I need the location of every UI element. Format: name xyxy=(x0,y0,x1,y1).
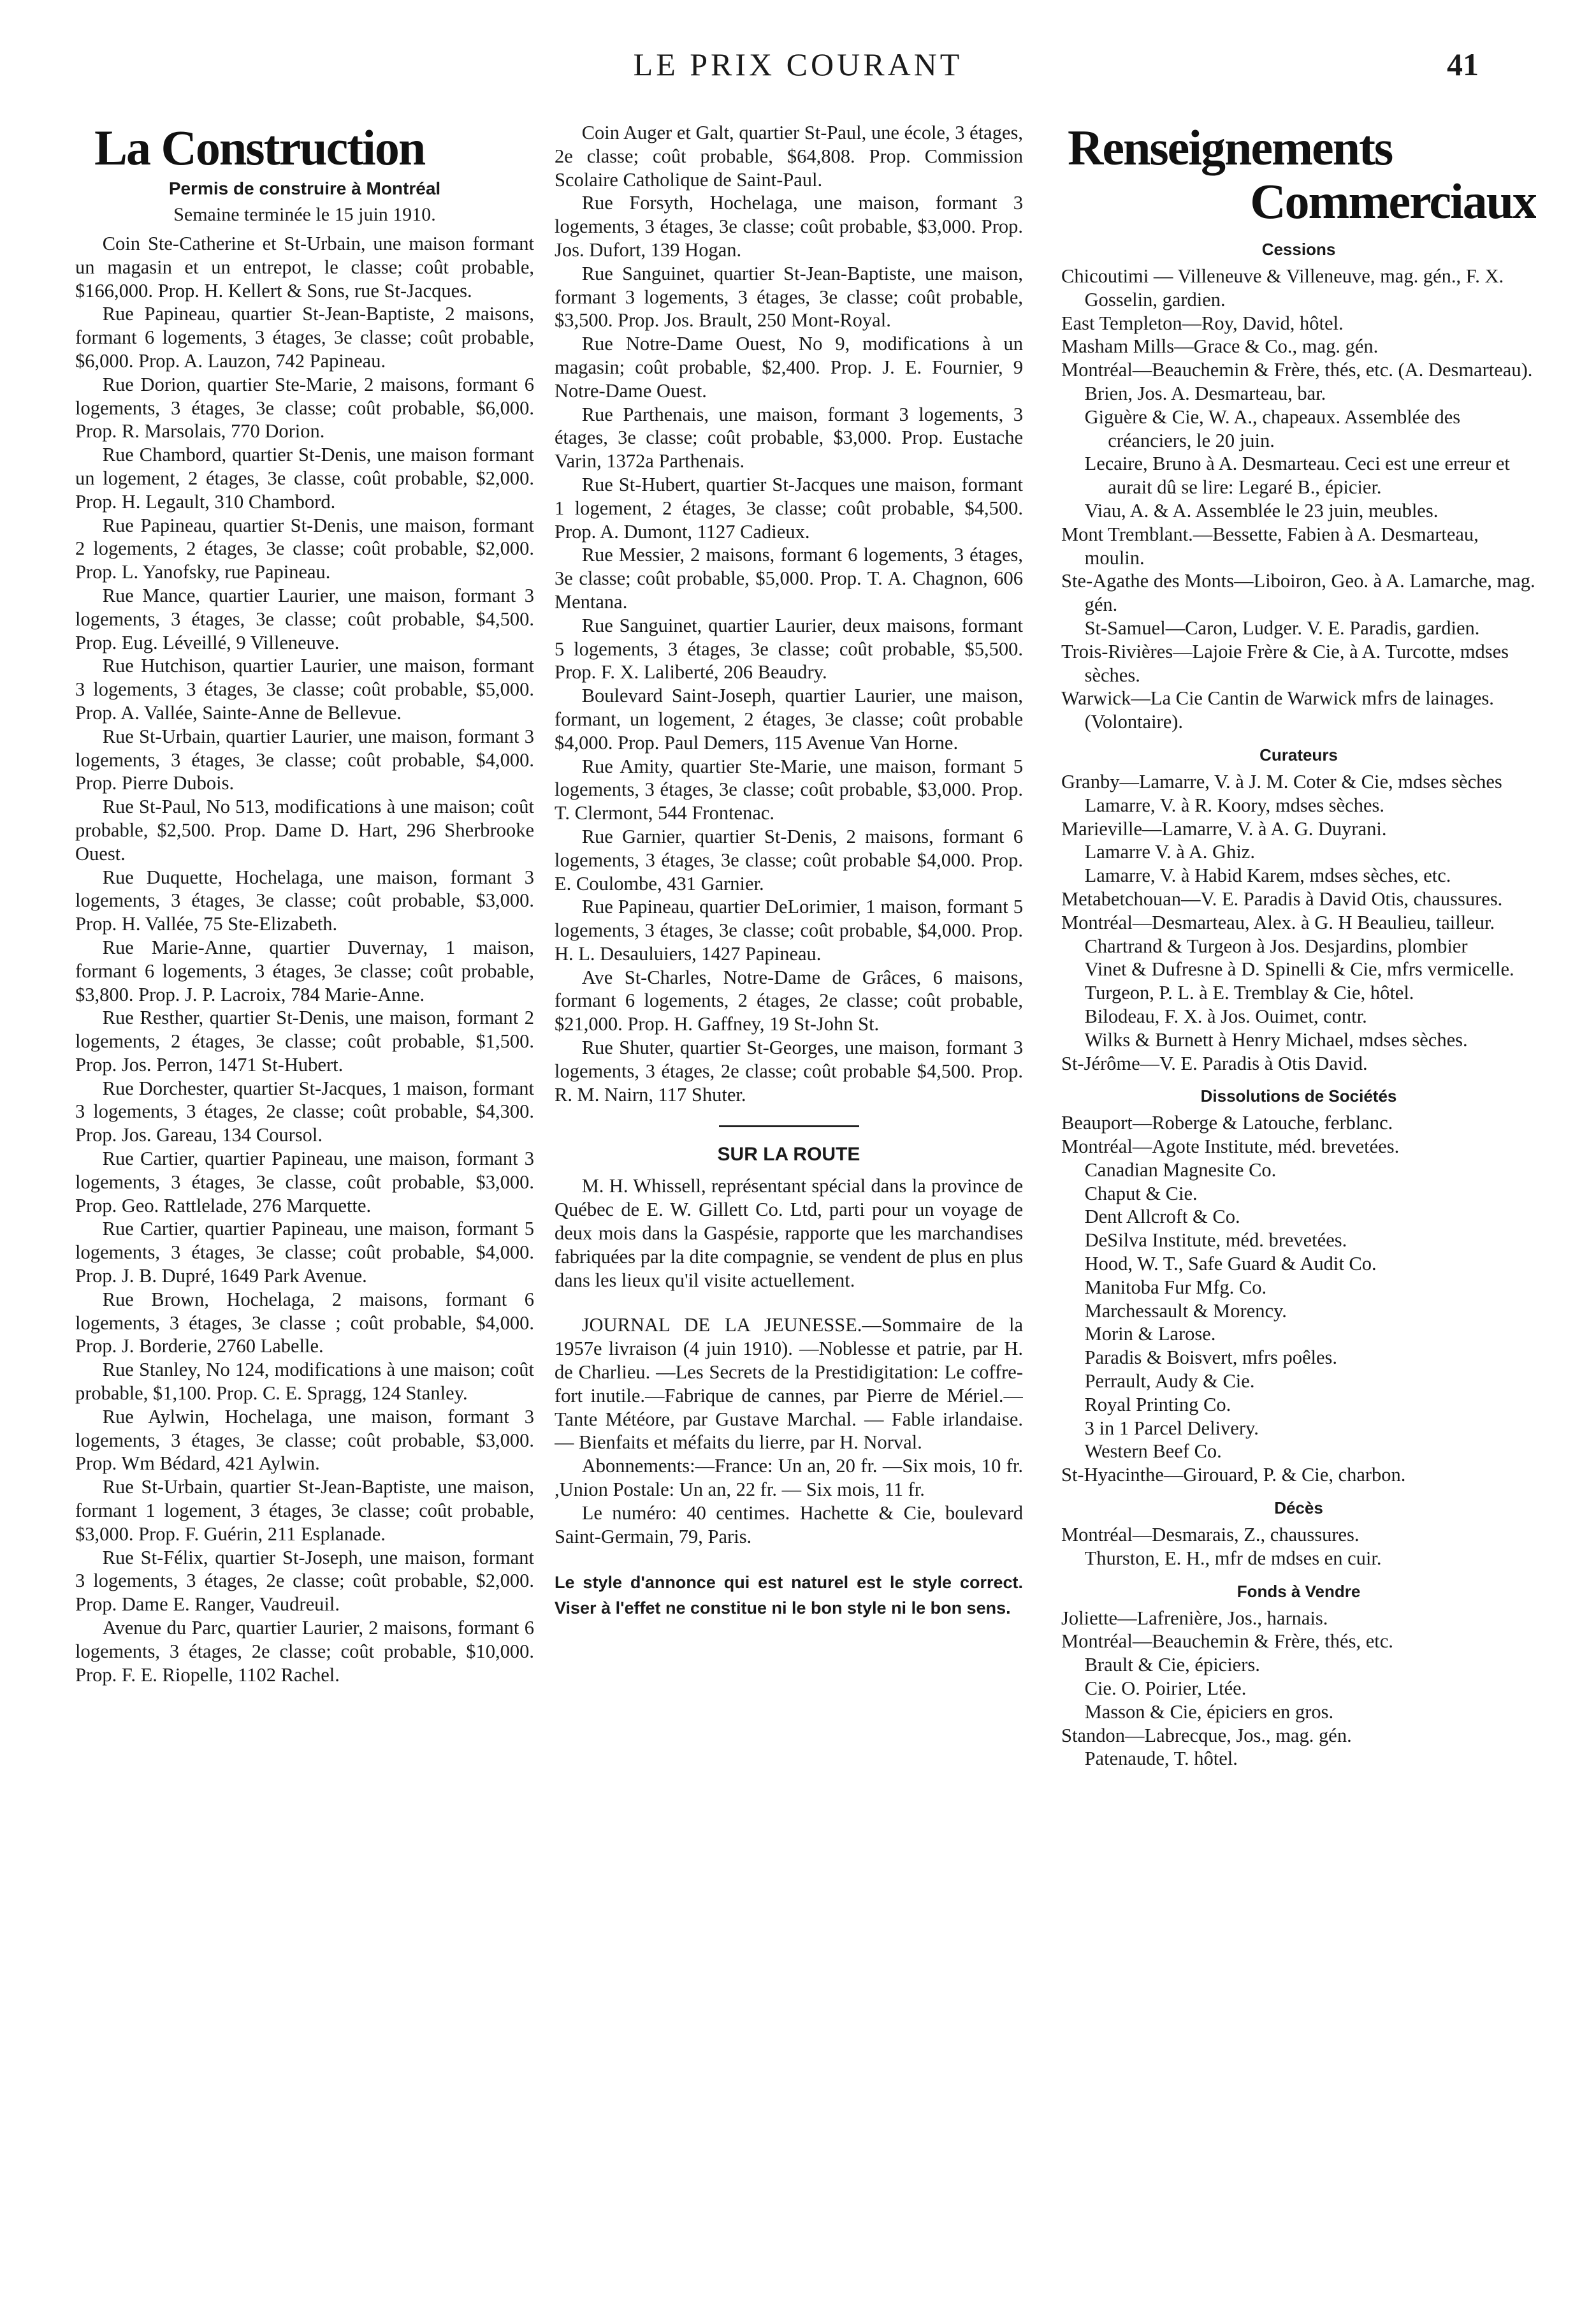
permit-entry: Rue Hutchison, quartier Laurier, une maison, formant 3 logements, 3 étages, 3e classe; coût probable, $5,000. Prop. A. Vallée, Sainte-Anne de Bellevue. xyxy=(75,655,534,724)
column-construction xyxy=(75,121,534,2282)
listing-item: Lamarre, V. à Habid Karem, mdses sèches, etc. xyxy=(1084,865,1451,887)
renseignements-title-line1: Renseignements xyxy=(1068,121,1393,175)
permit-entry: Rue St-Hubert, quartier St-Jacques une maison, formant 1 logement, 2 étages, 3e classe; coût probable, $4,500. Prop. A. Dumont, 1127 Cadieux. xyxy=(555,473,1023,543)
construction-week: Semaine terminée le 15 juin 1910. xyxy=(173,204,436,225)
journal-paragraph: JOURNAL DE LA JEUNESSE.—Sommaire de la 1957e livraison (4 juin 1910). —Noblesse et patrie, par H. de Charlieu. —Les Secrets de la Prestidigitation: Le coffre-fort inutile.—Fabrique de cannes, par Pierre de Mériel.—Tante Météore, par Gustave Marchal. — Fable irlandaise. — Bienfaits et méfaits du lierre, par H. Norval. xyxy=(555,1314,1023,1454)
listing-item: Montréal—Beauchemin & Frère, thés, etc. xyxy=(1061,1630,1393,1653)
listing-item: Chicoutimi — Villeneuve & Villeneuve, mag. gén., F. X. Gosselin, gardien. xyxy=(1061,265,1504,310)
listing-item: Montréal—Desmarais, Z., chaussures. xyxy=(1061,1524,1360,1546)
listing-item: Turgeon, P. L. à E. Tremblay & Cie, hôtel. xyxy=(1084,982,1414,1004)
permit-entry: Rue St-Félix, quartier St-Joseph, une maison, formant 3 logements, 3 étages, 2e classe; coût probable, $2,000. Prop. Dame E. Ranger, Vaudreuil. xyxy=(75,1546,534,1616)
permit-entry: Boulevard Saint-Joseph, quartier Laurier, une maison, formant, un logement, 2 étages, 3e classe; coût probable $4,000. Prop. Paul Demers, 115 Avenue Van Horne. xyxy=(555,685,1023,754)
listing-item: Patenaude, T. hôtel. xyxy=(1084,1748,1238,1770)
permit-entry: Ave St-Charles, Notre-Dame de Grâces, 6 maisons, formant 6 logements, 2 étages, 2e classe; coût probable, $21,000. Prop. H. Gaffney, 19 St-John St. xyxy=(555,966,1023,1035)
construction-subtitle: Permis de construire à Montréal xyxy=(168,179,441,198)
listing-item: Brault & Cie, épiciers. xyxy=(1084,1654,1260,1676)
listing-item: Lamarre V. à A. Ghiz. xyxy=(1084,841,1255,863)
listing-item: Hood, W. T., Safe Guard & Audit Co. xyxy=(1084,1253,1377,1275)
permit-entry: Rue Notre-Dame Ouest, No 9, modifications à un magasin; coût probable, $2,400. Prop. J. E. Fournier, 9 Notre-Dame Ouest. xyxy=(555,333,1023,402)
listing-item: Beauport—Roberge & Latouche, ferblanc. xyxy=(1061,1112,1393,1134)
listing-item: Royal Printing Co. xyxy=(1084,1393,1231,1415)
section-heading: Cessions xyxy=(1261,240,1336,259)
listing-item: Manitoba Fur Mfg. Co. xyxy=(1084,1276,1267,1298)
listing-item: Masson & Cie, épiciers en gros. xyxy=(1084,1700,1334,1723)
section-d-c-s xyxy=(1061,1498,1536,1570)
permit-entry: Coin Auger et Galt, quartier St-Paul, une école, 3 étages, 2e classe; coût probable, $64,808. Prop. Commission Scolaire Catholique de Saint-Paul. xyxy=(555,122,1023,191)
listing-item: Canadian Magnesite Co. xyxy=(1084,1158,1277,1181)
listing-item: Giguère & Cie, W. A., chapeaux. Assemblée des créanciers, le 20 juin. xyxy=(1084,405,1461,451)
section-dissolutions-de-soci-t-s xyxy=(1061,1086,1536,1487)
listing-item: Thurston, E. H., mfr de mdses en cuir. xyxy=(1084,1547,1382,1569)
listing-item: Ste-Agathe des Monts—Liboiron, Geo. à A. Lamarche, mag. gén. xyxy=(1061,570,1535,616)
renseignements-title-line2: Commerciaux xyxy=(1250,173,1536,229)
permit-entry: Rue Amity, quartier Ste-Marie, une maison, formant 5 logements, 3 étages, 3e classe; coût probable, $3,000. Prop. T. Clermont, 544 Frontenac. xyxy=(555,755,1023,824)
listing-item: Wilks & Burnett à Henry Michael, mdses sèches. xyxy=(1084,1028,1468,1051)
listing-item: Masham Mills—Grace & Co., mag. gén. xyxy=(1061,335,1379,358)
section-curateurs xyxy=(1061,745,1536,1075)
permit-entry: Rue St-Paul, No 513, modifications à une maison; coût probable, $2,500. Prop. Dame D. Hart, 296 Sherbrooke Ouest. xyxy=(75,796,534,865)
listing-item: Granby—Lamarre, V. à J. M. Coter & Cie, mdses sèches xyxy=(1061,770,1502,792)
column-renseignements xyxy=(1061,121,1536,2282)
listing-item: St-Hyacinthe—Girouard, P. & Cie, charbon. xyxy=(1061,1464,1406,1486)
permit-entry: Rue Garnier, quartier St-Denis, 2 maisons, formant 6 logements, 3 étages, 3e classe; coût probable $4,000. Prop. E. Coulombe, 431 Garnier. xyxy=(555,825,1023,895)
construction-entries-continued xyxy=(555,121,1023,1106)
permit-entry: Rue Cartier, quartier Papineau, une maison, formant 5 logements, 3 étages, 3e classe; coût probable, $4,000. Prop. J. B. Dupré, 1649 Park Avenue. xyxy=(75,1218,534,1287)
listing-item: Morin & Larose. xyxy=(1084,1323,1216,1345)
listing-item: Viau, A. & A. Assemblée le 23 juin, meubles. xyxy=(1084,499,1439,522)
journal-paragraph: Le numéro: 40 centimes. Hachette & Cie, boulevard Saint-Germain, 79, Paris. xyxy=(555,1501,1023,1547)
permit-entry: Avenue du Parc, quartier Laurier, 2 maisons, formant 6 logements, 3 étages, 2e classe; coût probable, $10,000. Prop. F. E. Riopelle, 1102 Rachel. xyxy=(75,1617,534,1686)
permit-entry: Rue Dorion, quartier Ste-Marie, 2 maisons, formant 6 logements, 3 étages, 3e classe; coût probable, $6,000. Prop. R. Marsolais, 770 Dorion. xyxy=(75,373,534,442)
listing-item: St-Jérôme—V. E. Paradis à Otis David. xyxy=(1061,1052,1368,1074)
page-header xyxy=(0,0,1596,89)
route-title: SUR LA ROUTE xyxy=(717,1144,860,1165)
section-heading: Fonds à Vendre xyxy=(1237,1581,1361,1601)
permit-entry: Rue Duquette, Hochelaga, une maison, formant 3 logements, 3 étages, 3e classe; coût probable, $3,000. Prop. H. Vallée, 75 Ste-Elizabeth. xyxy=(75,866,534,935)
listing-item: Vinet & Dufresne à D. Spinelli & Cie, mfrs vermicelle. xyxy=(1084,958,1514,981)
permit-entry: Rue Stanley, No 124, modifications à une maison; coût probable, $1,100. Prop. C. E. Spragg, 124 Stanley. xyxy=(75,1359,534,1405)
construction-entries xyxy=(75,232,534,1686)
listing-item: Marieville—Lamarre, V. à A. G. Duyrani. xyxy=(1061,817,1387,840)
permit-entry: Rue Brown, Hochelaga, 2 maisons, formant 6 logements, 3 étages, 3e classe ; coût probable, $4,000. Prop. J. Borderie, 2760 Labelle. xyxy=(75,1288,534,1357)
divider xyxy=(719,1125,859,1127)
listing-item: Paradis & Boisvert, mfrs poêles. xyxy=(1084,1347,1338,1369)
permit-entry: Rue Forsyth, Hochelaga, une maison, formant 3 logements, 3 étages, 3e classe; coût probable, $3,000. Prop. Jos. Dufort, 139 Hogan. xyxy=(555,192,1023,261)
section-cessions xyxy=(1061,240,1536,734)
listing-item: Dent Allcroft & Co. xyxy=(1084,1206,1240,1228)
listing-item: Metabetchouan—V. E. Paradis à David Otis, chaussures. xyxy=(1061,887,1503,910)
listing-item: Western Beef Co. xyxy=(1084,1440,1222,1463)
permit-entry: Rue Dorchester, quartier St-Jacques, 1 maison, formant 3 logements, 3 étages, 2e classe; coût probable, $4,300. Prop. Jos. Gareau, 134 Coursol. xyxy=(75,1077,534,1146)
column-middle xyxy=(555,121,1023,2282)
permit-entry: Rue Aylwin, Hochelaga, une maison, formant 3 logements, 3 étages, 3e classe; coût probable, $3,000. Prop. Wm Bédard, 421 Aylwin. xyxy=(75,1405,534,1475)
route-article xyxy=(555,1174,1023,1292)
listing-item: East Templeton—Roy, David, hôtel. xyxy=(1061,312,1344,334)
listing-item: Montréal—Beauchemin & Frère, thés, etc. (A. Desmarteau). xyxy=(1061,359,1533,381)
section-heading: Curateurs xyxy=(1259,745,1338,764)
listing-item: Cie. O. Poirier, Ltée. xyxy=(1084,1677,1247,1700)
renseignements-sections xyxy=(1061,240,1536,1771)
permit-entry: Rue Messier, 2 maisons, formant 6 logements, 3 étages, 3e classe; coût probable, $5,000. Prop. T. A. Chagnon, 606 Mentana. xyxy=(555,544,1023,613)
listing-item: Montréal—Agote Institute, méd. brevetées. xyxy=(1061,1136,1400,1158)
permit-entry: Rue Sanguinet, quartier St-Jean-Baptiste, une maison, formant 3 logements, 3 étages, 3e classe; coût probable, $3,500. Prop. Jos. Brault, 250 Mont-Royal. xyxy=(555,262,1023,332)
permit-entry: Rue Papineau, quartier St-Denis, une maison, formant 2 logements, 2 étages, 3e classe; coût probable, $2,000. Prop. L. Yanofsky, rue Papineau. xyxy=(75,514,534,583)
listing-item: Mont Tremblant.—Bessette, Fabien à A. Desmarteau, moulin. xyxy=(1061,523,1479,569)
listing-item: Brien, Jos. A. Desmarteau, bar. xyxy=(1084,382,1326,404)
construction-title: La Construction xyxy=(94,121,425,175)
listing-item: Chartrand & Turgeon à Jos. Desjardins, plombier xyxy=(1084,935,1468,957)
permit-entry: Rue St-Urbain, quartier Laurier, une maison, formant 3 logements, 3 étages, 3e classe; coût probable, $4,000. Prop. Pierre Dubois. xyxy=(75,725,534,794)
permit-entry: Rue Chambord, quartier St-Denis, une maison formant un logement, 2 étages, 3e classe, coût probable, $2,000. Prop. H. Legault, 310 Chambord. xyxy=(75,444,534,513)
listing-item: 3 in 1 Parcel Delivery. xyxy=(1084,1417,1259,1439)
permit-entry: Rue St-Urbain, quartier St-Jean-Baptiste, une maison, formant 1 logement, 3 étages, 3e classe; coût probable, $3,000. Prop. F. Guérin, 211 Esplanade. xyxy=(75,1476,534,1545)
listing-item: Standon—Labrecque, Jos., mag. gén. xyxy=(1061,1724,1352,1746)
listing-item: Chaput & Cie. xyxy=(1084,1182,1198,1204)
permit-entry: Rue Marie-Anne, quartier Duvernay, 1 maison, formant 6 logements, 3 étages, 3e classe; coût probable, $3,800. Prop. J. P. Lacroix, 784 Marie-Anne. xyxy=(75,936,534,1005)
permit-entry: Coin Ste-Catherine et St-Urbain, une maison formant un magasin et un entrepot, le classe; coût probable, $166,000. Prop. H. Kellert & Sons, rue St-Jacques. xyxy=(75,233,534,302)
listing-item: Perrault, Audy & Cie. xyxy=(1084,1370,1255,1392)
permit-entry: Rue Shuter, quartier St-Georges, une maison, formant 3 logements, 3 étages, 2e classe; coût probable $4,500. Prop. R. M. Nairn, 117 Shuter. xyxy=(555,1037,1023,1106)
listing-item: Bilodeau, F. X. à Jos. Ouimet, contr. xyxy=(1084,1005,1367,1027)
listing-item: Montréal—Desmarteau, Alex. à G. H Beaulieu, tailleur. xyxy=(1061,911,1495,933)
journal-paragraph: Abonnements:—France: Un an, 20 fr. —Six mois, 10 fr. ,Union Postale: Un an, 22 fr. — Six mois, 11 fr. xyxy=(555,1455,1023,1501)
journal-notice xyxy=(555,1313,1023,1548)
permit-entry: Rue Parthenais, une maison, formant 3 logements, 3 étages, 3e classe; coût probable, $3,000. Prop. Eustache Varin, 1372a Parthenais. xyxy=(555,403,1023,472)
listing-item: Marchessault & Morency. xyxy=(1084,1299,1287,1322)
route-paragraph: M. H. Whissell, représentant spécial dans la province de Québec de E. W. Gillett Co. Ltd, parti pour un voyage de deux mois dans la Gaspésie, rapporte que les marchandises fabriquées par la dite compagnie, se vendent de plus en plus dans les lieux qu'il visite actuellement. xyxy=(555,1175,1023,1291)
listing-item: Trois-Rivières—Lajoie Frère & Cie, à A. Turcotte, mdses sèches. xyxy=(1061,640,1509,686)
permit-entry: Rue Cartier, quartier Papineau, une maison, formant 3 logements, 3 étages, 3e classe, coût probable, $3,000. Prop. Geo. Rattlelade, 276 Marquette. xyxy=(75,1148,534,1216)
permit-entry: Rue Mance, quartier Laurier, une maison, formant 3 logements, 3 étages, 3e classe; coût probable, $4,500. Prop. Eug. Léveillé, 9 Villeneuve. xyxy=(75,584,534,654)
closing-maxim: Le style d'annonce qui est naturel est le style correct. Viser à l'effet ne constitue ni le bon style ni le bon sens. xyxy=(555,1573,1023,1618)
permit-entry: Rue Sanguinet, quartier Laurier, deux maisons, formant 5 logements, 3 étages, 3e classe; coût probable, $5,500. Prop. F. X. Laliberté, 206 Beaudry. xyxy=(555,614,1023,683)
page-number: 41 xyxy=(1447,47,1479,82)
section-fonds-vendre xyxy=(1061,1582,1536,1771)
permit-entry: Rue Resther, quartier St-Denis, une maison, formant 2 logements, 2 étages, 3e classe; coût probable, $1,500. Prop. Jos. Perron, 1471 St-Hubert. xyxy=(75,1007,534,1076)
listing-item: Joliette—Lafrenière, Jos., harnais. xyxy=(1061,1607,1328,1629)
section-heading: Dissolutions de Sociétés xyxy=(1200,1086,1397,1106)
permit-entry: Rue Papineau, quartier St-Jean-Baptiste, 2 maisons, formant 6 logements, 3 étages, 3e classe; coût probable, $6,000. Prop. A. Lauzon, 742 Papineau. xyxy=(75,303,534,372)
listing-item: Warwick—La Cie Cantin de Warwick mfrs de lainages. (Volontaire). xyxy=(1061,687,1494,733)
permit-entry: Rue Papineau, quartier DeLorimier, 1 maison, formant 5 logements, 3 étages, 3e classe; coût probable, $4,000. Prop. H. L. Desauluiers, 1427 Papineau. xyxy=(555,896,1023,965)
listing-item: Lamarre, V. à R. Koory, mdses sèches. xyxy=(1084,794,1384,816)
section-heading: Décès xyxy=(1274,1498,1323,1518)
listing-item: Lecaire, Bruno à A. Desmarteau. Ceci est une erreur et aurait dû se lire: Legaré B., épicier. xyxy=(1084,453,1510,499)
masthead: LE PRIX COURANT xyxy=(633,47,963,82)
listing-item: DeSilva Institute, méd. brevetées. xyxy=(1084,1229,1347,1252)
listing-item: St-Samuel—Caron, Ludger. V. E. Paradis, gardien. xyxy=(1084,617,1480,639)
